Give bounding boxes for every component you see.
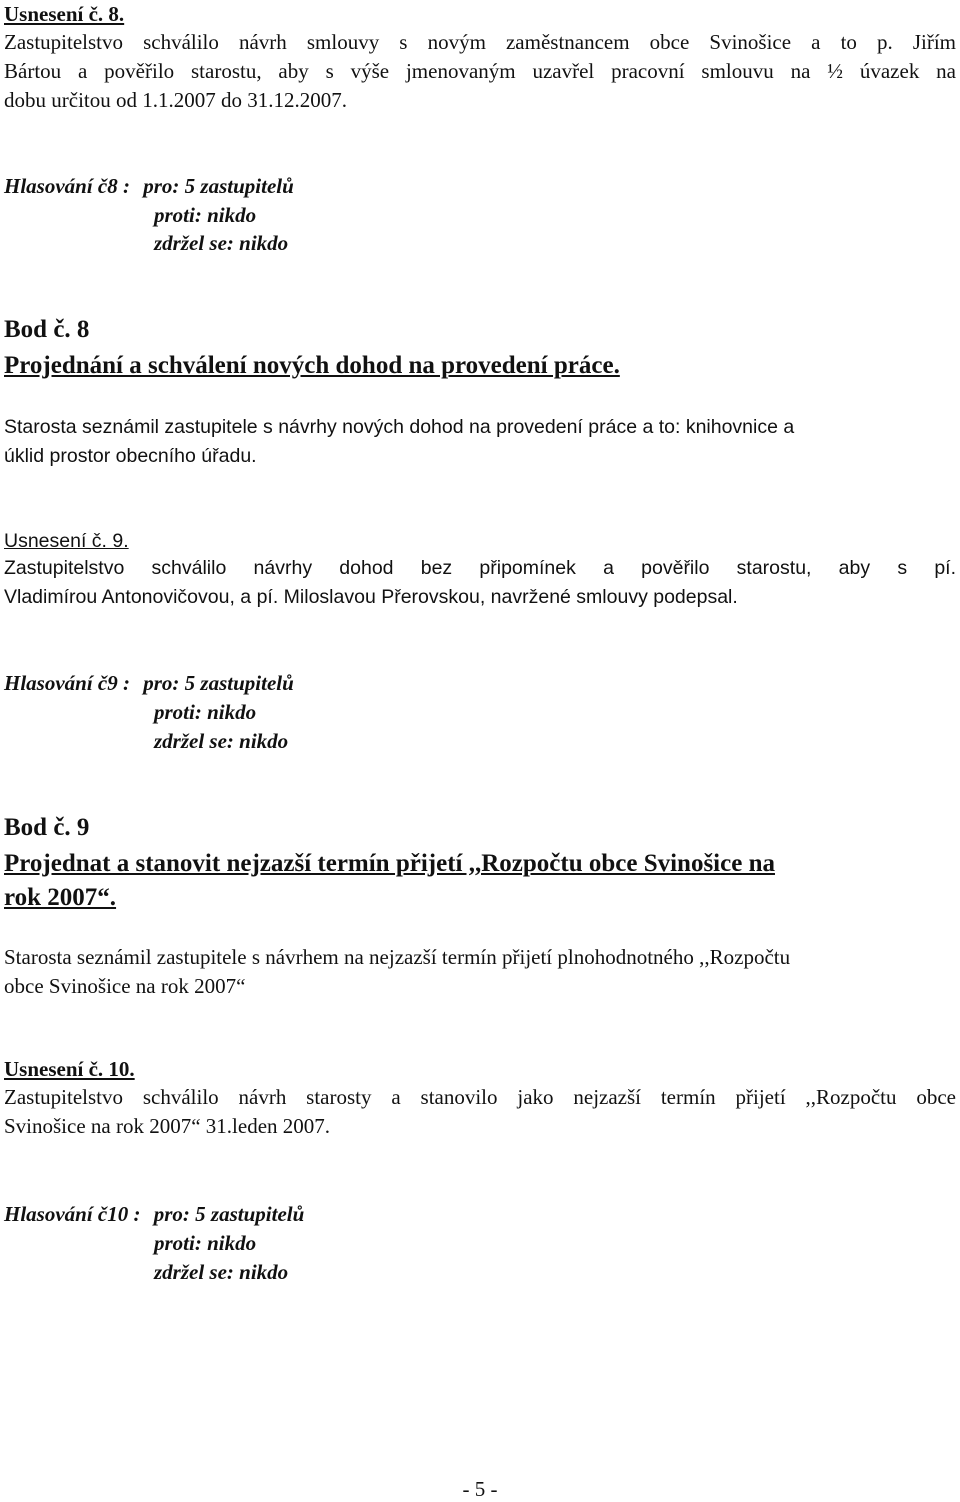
resolution-10-line-1: Zastupitelstvo schválilo návrh starosty a stanovilo jako nejzazší termín přijetí ,,Rozpočtu obce [4,1085,956,1109]
item-8-text-1: Starosta seznámil zastupitele s návrhy nových dohod na provedení práce a to: knihovnice a [4,416,795,438]
vote-10-label [4,1200,304,1229]
resolution-10-heading: Usnesení č. 10. [4,1057,135,1081]
vote-9-label-text: Hlasování č9 : [4,671,130,695]
resolution-10-line-2: Svinošice na rok 2007“ 31.leden 2007. [4,1114,331,1138]
vote-10-label-text: Hlasování č10 : [4,1202,141,1226]
vote-9-for: pro: 5 zastupitelů [143,671,294,695]
resolution-9-line-1: Zastupitelstvo schválilo návrhy dohod bez připomínek a pověřilo starostu, aby s pí. [4,557,956,579]
item-9-text-2: obce Svinošice na rok 2007“ [4,974,246,998]
resolution-8-heading: Usnesení č. 8. [4,2,125,26]
resolution-8-line-2: Bártou a pověřilo starostu, aby s výše jmenovaným uzavřel pracovní smlouvu na ½ úvazek na [4,59,956,83]
item-9-title-1: Projednat a stanovit nejzazší termín přijetí ,,Rozpočtu obce Svinošice na [4,850,775,877]
item-9-heading: Bod č. 9 [4,814,90,841]
vote-8-against: proti: nikdo [154,203,257,227]
vote-10-against: proti: nikdo [154,1231,257,1255]
vote-10-abstain: zdržel se: nikdo [154,1260,289,1284]
vote-9-label [4,669,294,698]
resolution-8-line-3: dobu určitou od 1.1.2007 do 31.12.2007. [4,88,347,112]
vote-10-for: pro: 5 zastupitelů [153,1202,305,1226]
page-number: - 5 - [462,1477,498,1501]
item-8-title: Projednání a schválení nových dohod na provedení práce. [4,352,620,379]
resolution-8-line-1: Zastupitelstvo schválilo návrh smlouvy s novým zaměstnancem obce Svinošice a to p. Jiřím [4,30,956,54]
item-8-text-2: úklid prostor obecního úřadu. [4,445,257,467]
vote-8-label [4,172,294,201]
resolution-9-line-2: Vladimírou Antonovičovou, a pí. Miloslavou Přerovskou, navržené smlouvy podepsal. [4,586,738,608]
resolution-9-heading: Usnesení č. 9. [4,530,129,552]
item-9-title-2: rok 2007“. [4,884,117,911]
vote-9-abstain: zdržel se: nikdo [154,729,289,753]
item-9-text-1: Starosta seznámil zastupitele s návrhem na nejzazší termín přijetí plnohodnotného ,,Rozpočtu [4,945,791,969]
vote-8-label-text: Hlasování č8 : [4,174,130,198]
vote-9-against: proti: nikdo [154,700,257,724]
item-8-heading: Bod č. 8 [4,316,90,343]
vote-8-abstain: zdržel se: nikdo [154,231,289,255]
vote-8-for: pro: 5 zastupitelů [143,174,294,198]
